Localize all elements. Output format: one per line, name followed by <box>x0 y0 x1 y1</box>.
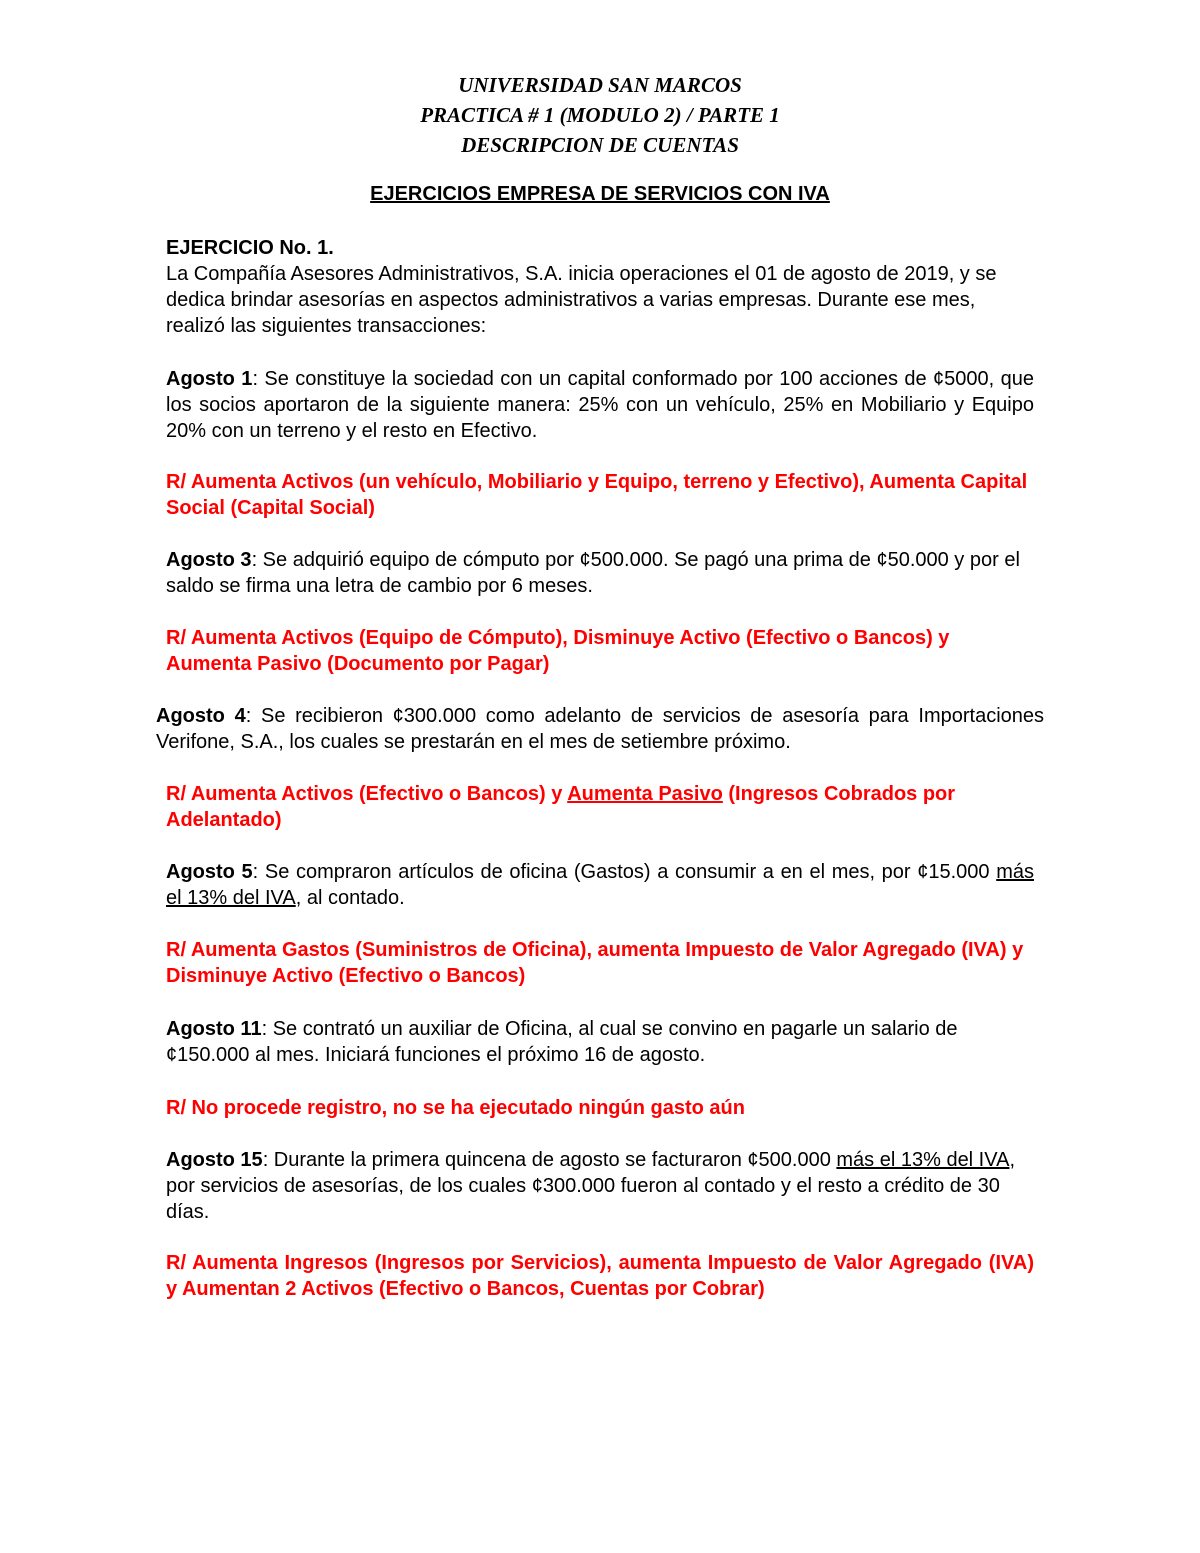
answer-5: R/ No procede registro, no se ha ejecutado ningún gasto aún <box>166 1097 745 1119</box>
transaction-text: : Se contrató un auxiliar de Oficina, al cual se convino en pagarle un salario de ¢150.000 al mes. Iniciará funciones el próximo 16 de agosto. <box>166 1018 958 1066</box>
answer-3 <box>166 781 1036 833</box>
description-title: DESCRIPCION DE CUENTAS <box>461 133 739 157</box>
transaction-4 <box>166 859 1034 911</box>
transaction-6 <box>166 1147 1036 1225</box>
transaction-text: , al contado. <box>295 887 405 909</box>
transaction-date: Agosto 4 <box>156 705 246 727</box>
exercise-intro-text: La Compañía Asesores Administrativos, S.A. inicia operaciones el 01 de agosto de 2019, y se dedica brindar asesorías en aspectos administrativos a varias empresas. Durante ese mes, realizó las siguientes transacciones: <box>166 263 997 337</box>
transaction-date: Agosto 3 <box>166 549 252 571</box>
transaction-date: Agosto 15 <box>166 1149 263 1171</box>
transaction-text: : Se recibieron ¢300.000 como adelanto de servicios de asesoría para Importaciones Verifone, S.A., los cuales se prestarán en el mes de setiembre próximo. <box>156 705 1045 753</box>
answer-2: R/ Aumenta Activos (Equipo de Cómputo), Disminuye Activo (Efectivo o Bancos) y Aumenta Pasivo (Documento por Pagar) <box>166 627 950 675</box>
university-name: UNIVERSIDAD SAN MARCOS <box>458 73 742 97</box>
transaction-date: Agosto 11 <box>166 1018 262 1040</box>
answer-text: R/ Aumenta Activos (Efectivo o Bancos) y <box>166 783 568 805</box>
transaction-text: : Se adquirió equipo de cómputo por ¢500.000. Se pagó una prima de ¢50.000 y por el saldo se firma una letra de cambio por 6 meses. <box>166 549 1020 597</box>
transaction-underlined: más el 13% del IVA <box>836 1149 1010 1171</box>
transaction-2 <box>166 547 1036 599</box>
transaction-text: : Se constituye la sociedad con un capital conformado por 100 acciones de ¢5000, que los socios aportaron de la siguiente manera: 25% con un vehículo, 25% en Mobiliario y Equipo 20% con un terreno y el resto en Efectivo. <box>166 368 1035 442</box>
document-header <box>0 70 1200 160</box>
answer-text: (Ingresos Cobrados por Adelantado) <box>166 783 956 831</box>
exercise-intro <box>166 235 1036 339</box>
transaction-text: : Se compraron artículos de oficina (Gastos) a consumir a en el mes, por ¢15.000 <box>252 861 997 883</box>
practice-title: PRACTICA # 1 (MODULO 2) / PARTE 1 <box>420 103 780 127</box>
transaction-text: , por servicios de asesorías, de los cuales ¢300.000 fueron al contado y el resto a crédito de 30 días. <box>166 1149 1015 1223</box>
answer-1: R/ Aumenta Activos (un vehículo, Mobiliario y Equipo, terreno y Efectivo), Aumenta Capital Social (Capital Social) <box>166 471 1028 519</box>
answer-6: R/ Aumenta Ingresos (Ingresos por Servicios), aumenta Impuesto de Valor Agregado (IVA) y Aumentan 2 Activos (Efectivo o Bancos, Cuentas por Cobrar) <box>166 1252 1034 1300</box>
section-title: EJERCICIOS EMPRESA DE SERVICIOS CON IVA <box>370 183 830 205</box>
transaction-text: : Durante la primera quincena de agosto se facturaron ¢500.000 <box>262 1149 837 1171</box>
transaction-date: Agosto 1 <box>166 368 253 390</box>
answer-underlined: Aumenta Pasivo <box>567 783 723 805</box>
answer-4: R/ Aumenta Gastos (Suministros de Oficina), aumenta Impuesto de Valor Agregado (IVA) y Disminuye Activo (Efectivo o Bancos) <box>166 939 1024 987</box>
transaction-5 <box>166 1016 1036 1068</box>
transaction-3 <box>156 703 1044 755</box>
transaction-date: Agosto 5 <box>166 861 253 883</box>
transaction-underlined: más el 13% del IVA <box>166 861 1034 909</box>
transaction-1 <box>166 366 1034 444</box>
exercise-title: EJERCICIO No. 1. <box>166 237 334 259</box>
